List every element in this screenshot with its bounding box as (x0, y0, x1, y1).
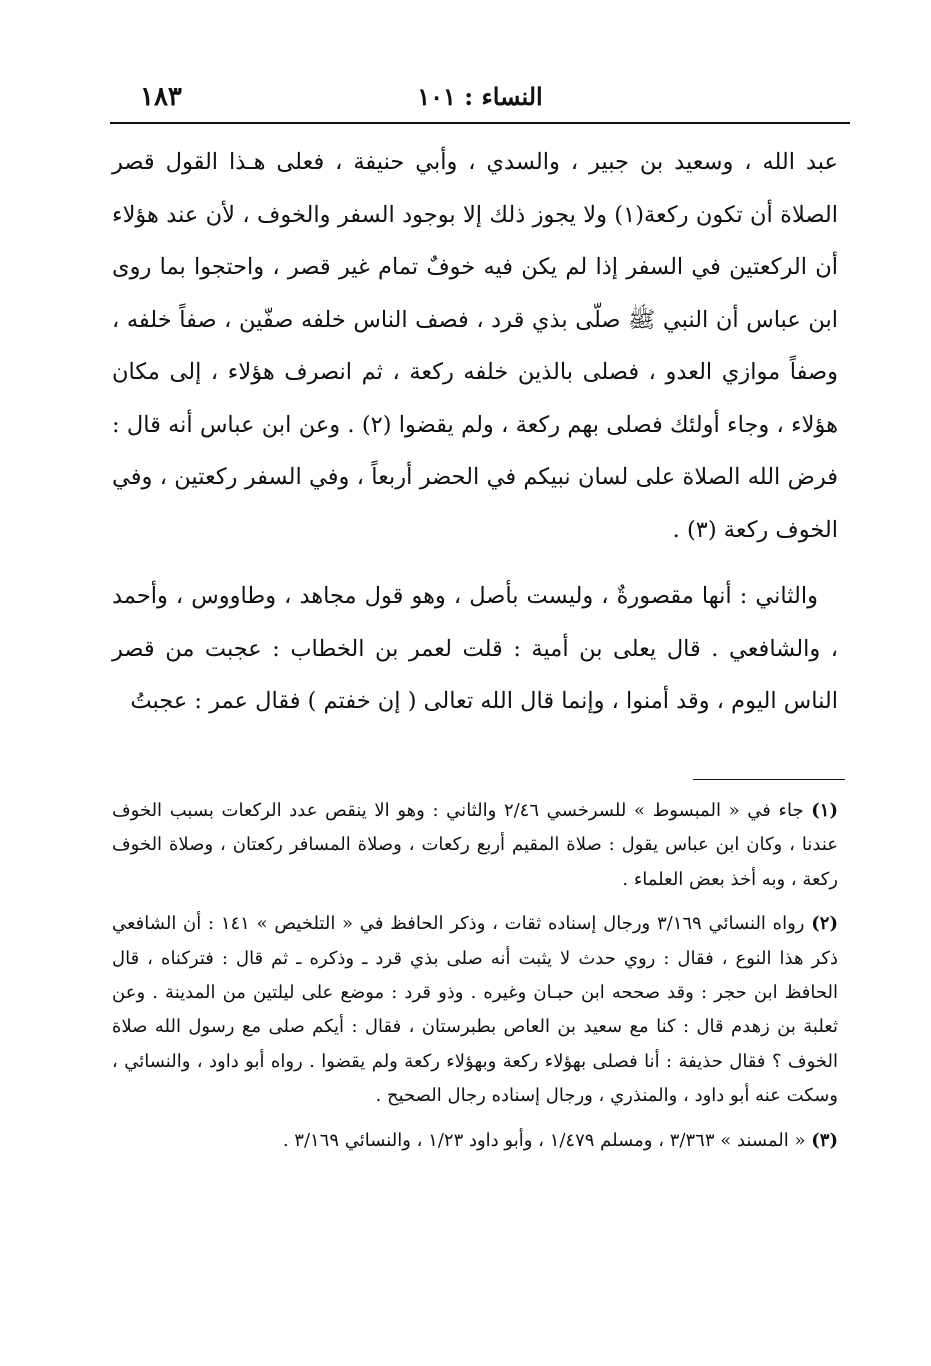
surah-verse-reference: النساء : ١٠١ (417, 82, 543, 111)
footnote (112, 794, 838, 897)
body-paragraph: عبد الله ، وسعيد بن جبير ، والسدي ، وأبي حنيفة ، فعلى هـذا القول قصر الصلاة أن تكون ركعة(١) ولا يجوز ذلك إلا بوجود السفر والخوف ، لأن عند هؤلاء أن الركعتين في السفر إذا لم يكن فيه خوفٌ تمام غير قصر ، واحتجوا بما روى ابن عباس أن النبي ﷺ صلّى بذي قرد ، فصف الناس خلفه صفّين ، صفاً خلفه ، وصفاً موازي العدو ، فصلى بالذين خلفه ركعة ، ثم انصرف هؤلاء ، إلى مكان هؤلاء ، وجاء أولئك فصلى بهم ركعة ، ولم يقضوا (٢) . وعن ابن عباس أنه قال : فرض الله الصلاة على لسان نبيكم في الحضر أربعاً ، وفي السفر ركعتين ، وفي الخوف ركعة (٣) . (112, 149, 838, 543)
footnote (112, 907, 838, 1113)
footnote-number: (٢) (811, 913, 838, 935)
footnote-text: جاء في « المبسوط » للسرخسي ٢/٤٦ والثاني : وهو الا ينقص عدد الركعات بسبب الخوف عندنا ، وكان ابن عباس يقول : صلاة المقيم أربع ركعات ، وصلاة المسافر ركعتان ، وصلاة الخوف ركعة ، وبه أخذ بعض العلماء . (112, 800, 838, 890)
footnote-divider (693, 779, 845, 780)
footnote-text: « المسند » ٣/٣٦٣ ، ومسلم ١/٤٧٩ ، وأبو داود ١/٢٣ ، والنسائي ٣/١٦٩ . (282, 1129, 806, 1151)
main-text (112, 136, 838, 728)
footnotes (112, 794, 838, 1158)
page-number: ١٨٣ (140, 82, 182, 112)
footnote-number: (١) (811, 800, 838, 821)
header-divider (110, 122, 850, 124)
footnote (112, 1124, 838, 1158)
body-paragraph: والثاني : أنها مقصورةٌ ، وليست بأصل ، وهو قول مجاهد ، وطاووس ، وأحمد ، والشافعي . قال يعلى بن أمية : قلت لعمر بن الخطاب : عجبت من قصر الناس اليوم ، وقد أمنوا ، وإنما قال الله تعالى ( إن خفتم ) فقال عمر : عجبتُ (112, 583, 838, 714)
footnote-text: رواه النسائي ٣/١٦٩ ورجال إسناده ثقات ، وذكر الحافظ في « التلخيص » ١٤١ : أن الشافعي ذكر هذا النوع ، فقال : روي حدث لا يثبت أنه صلى بذي قرد ـ وذكره ـ ثم قال : فتركناه ، قال الحافظ ابن حجر : وقد صححه ابن حبـان وغيره . وذو قرد : موضع على ليلتين من المدينة . وعن ثعلبة بن زهدم قال : كنا مع سعيد بن العاص بطبرستان ، فقال : أيكم صلى مع رسول الله صلاة الخوف ؟ فقال حذيفة : أنا فصلى بهؤلاء ركعة وبهؤلاء ركعة ولم يقضوا . رواه أبو داود ، والنسائي ، وسكت عنه أبو داود ، والمنذري ، ورجال إسناده رجال الصحيح . (112, 913, 838, 1107)
footnote-number: (٣) (811, 1129, 838, 1151)
running-header (110, 82, 850, 122)
